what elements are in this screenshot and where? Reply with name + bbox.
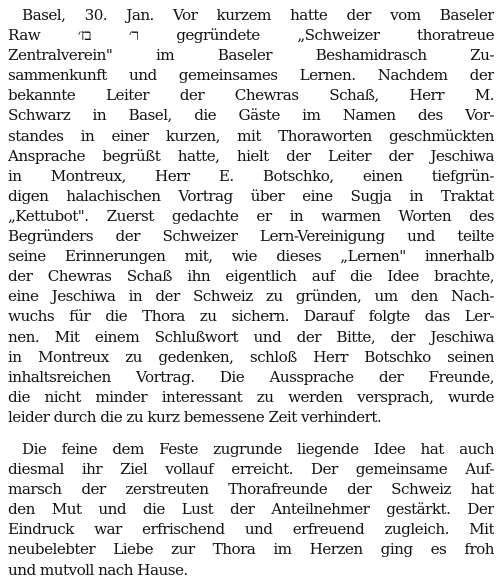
text-line: seine Erinnerungen mit, wie dieses „Lernen" innerhalb	[8, 247, 494, 266]
text-line: diesmal ihr Ziel vollauf erreicht. Der gemeinsame Auf-	[8, 460, 494, 479]
text-line: und mutvoll nach Hause.	[8, 560, 188, 579]
text-line: der Chewras Schaß ihn eigentlich auf die Idee brachte,	[8, 267, 494, 286]
newspaper-article	[8, 5, 494, 579]
text-line: wuchs für die Thora zu sichern. Darauf folgte das Ler-	[8, 307, 494, 326]
article-paragraph-1	[8, 5, 494, 427]
text-line: Zentralverein" im Baseler Beshamidrasch Zu-	[8, 46, 494, 65]
text-line: Basel, 30. Jan. Vor kurzem hatte der vom Baseler	[22, 6, 494, 24]
text-line: Eindruck war erfrischend und erfreuend zugleich. Mit	[8, 520, 494, 539]
text-line: sammenkunft und gemeinsames Lernen. Nachdem der	[8, 66, 494, 85]
text-line: leider durch die zu kurz bemessene Zeit verhindert.	[8, 407, 382, 426]
text-line: marsch der zerstreuten Thorafreunde der Schweiz hat	[8, 480, 494, 499]
article-paragraph-2	[8, 439, 494, 580]
text-line: standes in einer kurzen, mit Thoraworten geschmückten	[8, 126, 494, 145]
text-line: digen halachischen Vortrag über eine Sugja in Traktat	[8, 186, 494, 205]
text-line: die nicht minder interessant zu werden versprach, wurde	[8, 387, 494, 406]
text-line: in Montreux zu gedenken, schloß Herr Botschko seinen	[8, 347, 494, 366]
text-line: Schwarz in Basel, die Gäste im Namen des Vor-	[8, 106, 494, 125]
text-line: den Mut und die Lust der Anteilnehmer gestärkt. Der	[8, 500, 494, 519]
text-line: Die feine dem Feste zugrunde liegende Idee hat auch	[22, 439, 494, 458]
text-line: in Montreux, Herr E. Botschko, einen tiefgrün-	[8, 166, 494, 185]
text-line: eine Jeschiwa in der Schweiz zu gründen, um den Nach-	[8, 287, 494, 306]
text-line: bekannte Leiter der Chewras Schaß, Herr M.	[8, 86, 494, 105]
text-line: Raw ר׳ בז׳ gegründete „Schweizer thoratreue	[8, 26, 494, 45]
text-line: neubelebter Liebe zur Thora im Herzen ging es froh	[8, 540, 494, 559]
text-line: Ansprache begrüßt hatte, hielt der Leiter der Jeschiwa	[8, 146, 494, 165]
text-line: nen. Mit einem Schlußwort und der Bitte, der Jeschiwa	[8, 327, 494, 346]
paragraph-spacer	[8, 427, 494, 439]
text-line: „Kettubot". Zuerst gedachte er in warmen Worten des	[8, 206, 494, 225]
text-line: Begründers der Schweizer Lern-Vereinigung und teilte	[8, 227, 494, 246]
text-line: inhaltsreichen Vortrag. Die Aussprache der Freunde,	[8, 367, 494, 386]
